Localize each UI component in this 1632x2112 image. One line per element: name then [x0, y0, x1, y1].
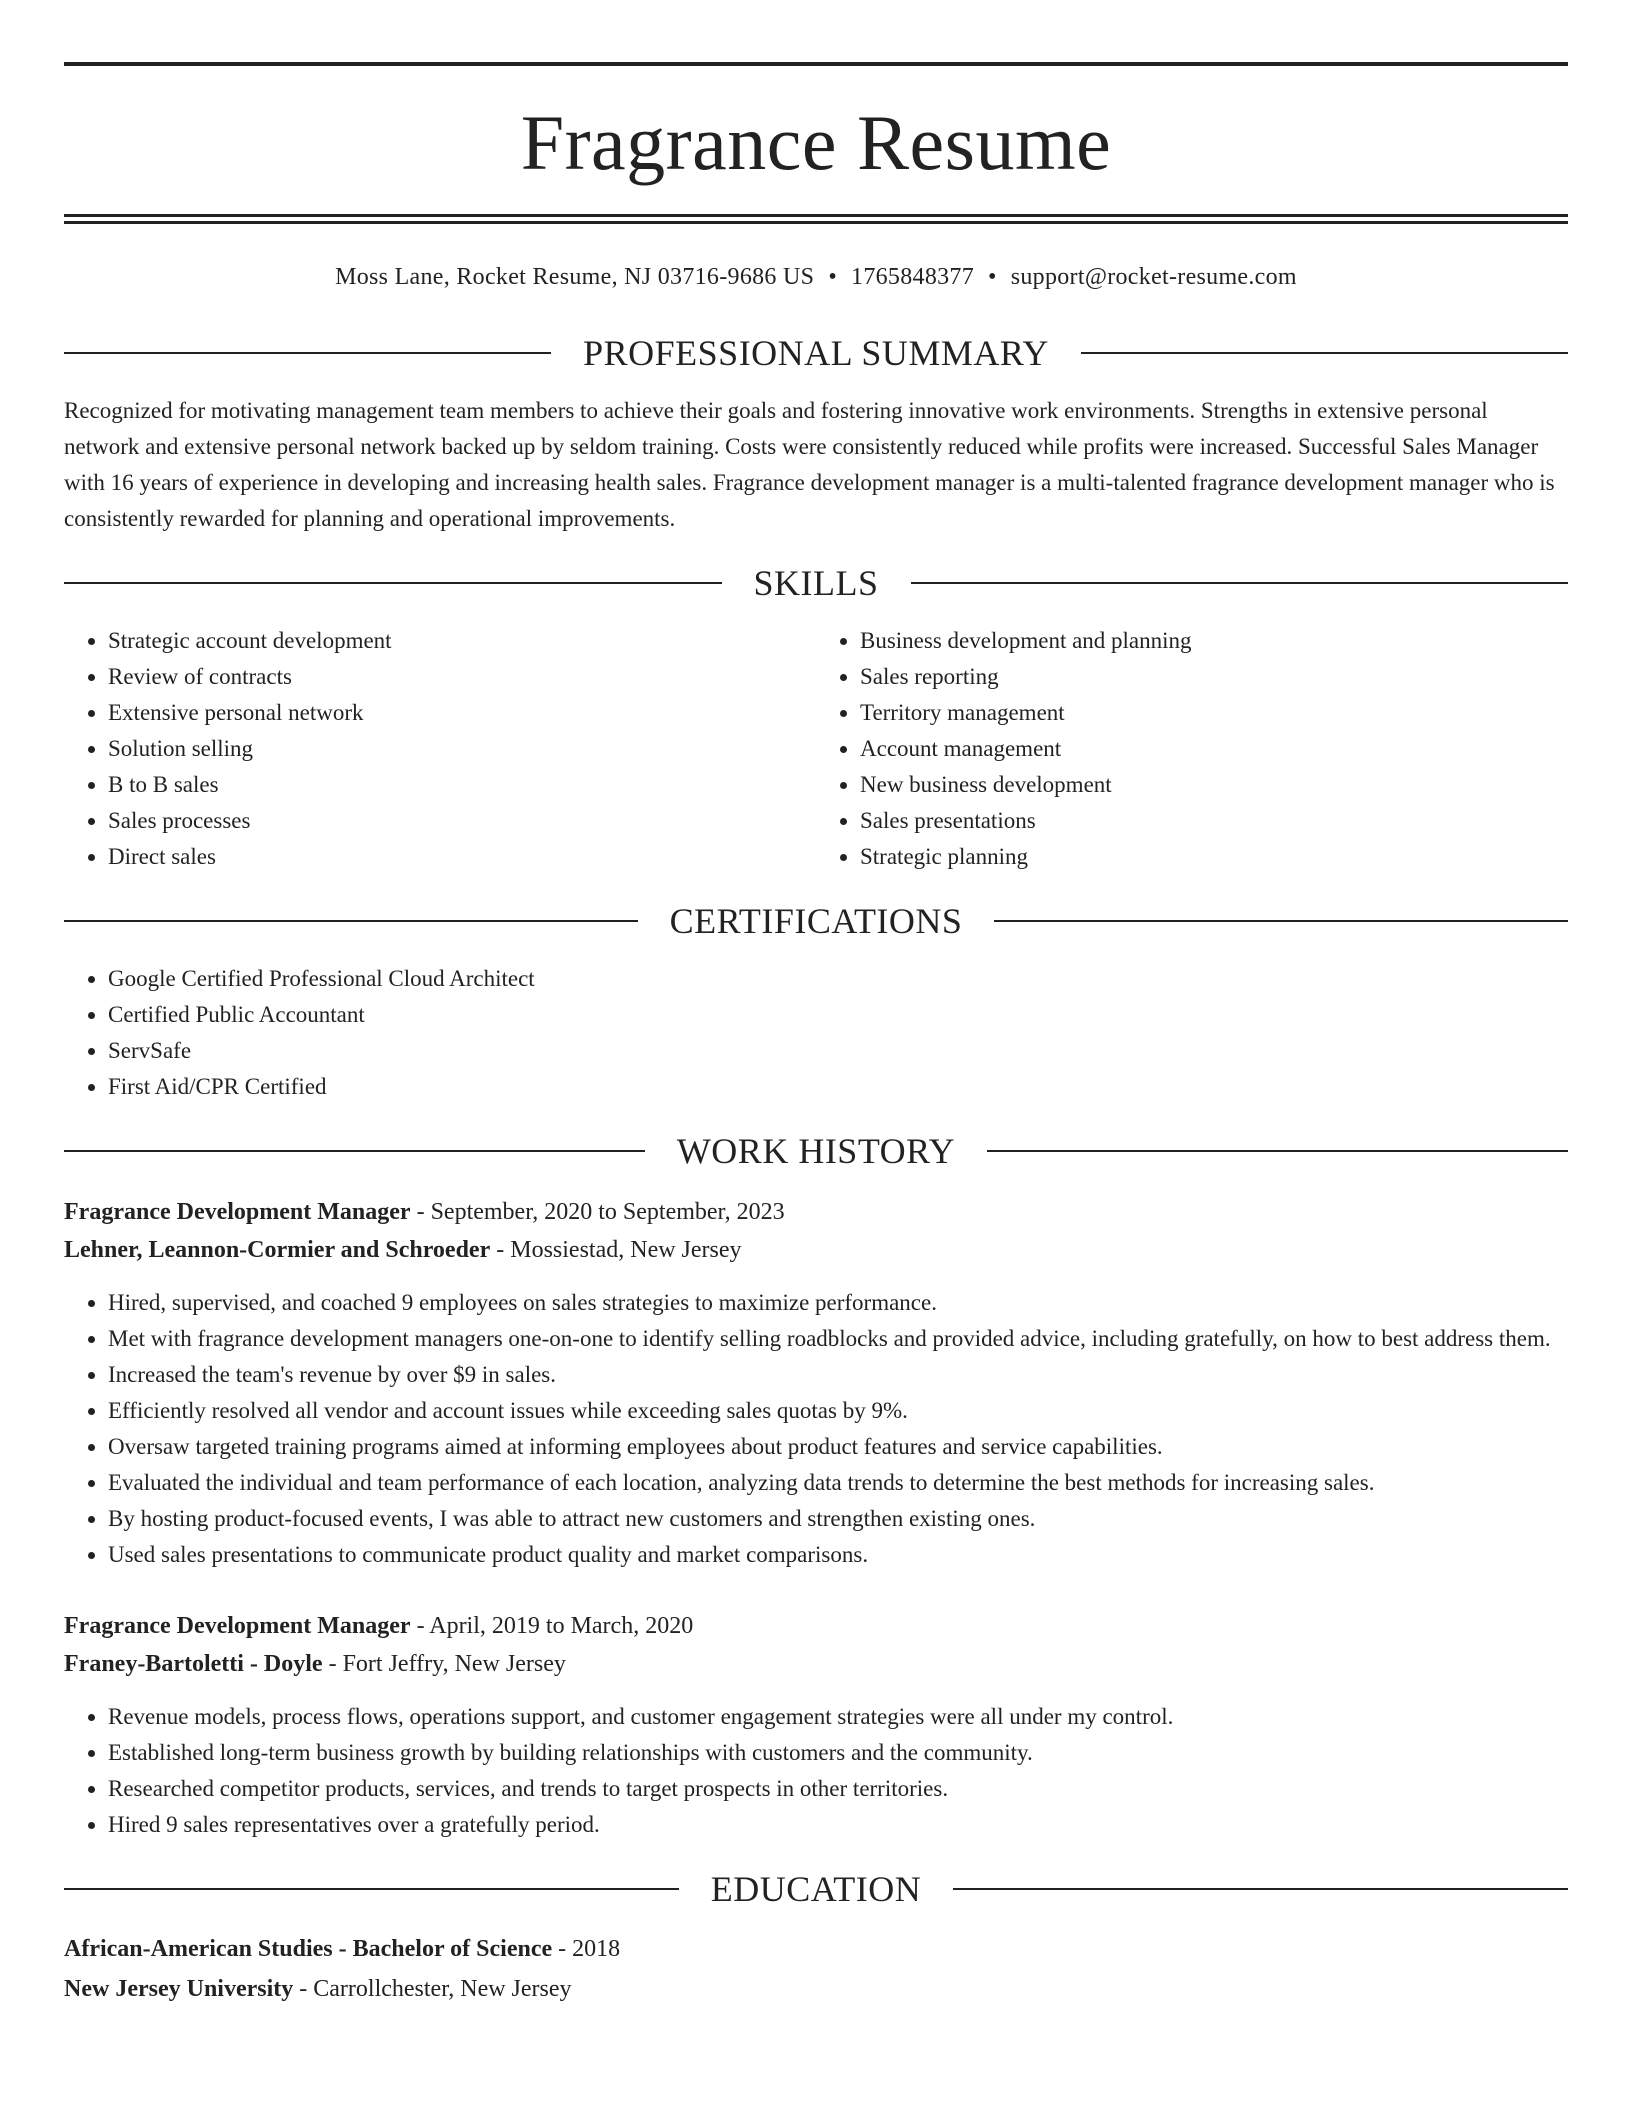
dash: -	[293, 1976, 314, 2002]
top-rule	[64, 62, 1568, 66]
resume-title: Fragrance Resume	[520, 99, 1112, 186]
section-work-label: WORK HISTORY	[676, 1131, 956, 1171]
skills-column-right	[816, 623, 1568, 875]
certification-item: • Certified Public Accountant	[108, 997, 1568, 1033]
dash: -	[322, 1651, 343, 1677]
job-entry	[64, 1193, 1568, 1573]
job-company: Lehner, Leannon-Cormier and Schroeder	[64, 1237, 491, 1263]
dash: -	[410, 1613, 430, 1639]
skill-item: • Extensive personal network	[108, 695, 816, 731]
job-dates: April, 2019 to March, 2020	[429, 1613, 694, 1639]
dash: -	[410, 1199, 431, 1225]
certification-item: • First Aid/CPR Certified	[108, 1069, 1568, 1105]
job-dates: September, 2020 to September, 2023	[430, 1199, 785, 1225]
education-entry	[64, 1929, 1568, 2009]
job-company: Franey-Bartoletti - Doyle	[64, 1651, 323, 1677]
section-skills-heading	[64, 565, 1568, 601]
skill-item: • Business development and planning	[860, 623, 1568, 659]
skill-item: • Strategic account development	[108, 623, 816, 659]
education-school: New Jersey University	[64, 1976, 294, 2002]
job-bullet: • Established long-term business growth by building relationships with customers and the community.	[108, 1735, 1568, 1771]
education-year: 2018	[572, 1936, 621, 1962]
certification-item: • Google Certified Professional Cloud Architect	[108, 961, 1568, 997]
summary-text: Recognized for motivating management team members to achieve their goals and fostering innovative work environments. Strengths in extensive personal network and extensive personal network backed up by seldom training. Costs were consistently reduced while profits were increased. Successful Sales Manager with 16 years of experience in developing and increasing health sales. Fragrance development manager is a multi-talented fragrance development manager who is consistently rewarded for planning and operational improvements.	[64, 398, 1555, 531]
job-bullets	[64, 1285, 1568, 1573]
skill-item: • Sales presentations	[860, 803, 1568, 839]
skills-column-left	[64, 623, 816, 875]
job-company-line	[64, 1231, 1568, 1269]
heading-rule	[64, 582, 722, 584]
section-certifications-heading	[64, 903, 1568, 939]
section-education-label: EDUCATION	[710, 1869, 922, 1909]
job-bullet: • Met with fragrance development managers one-on-one to identify selling roadblocks and provided advice, including gratefully, on how to best address them.	[108, 1321, 1568, 1357]
job-title: Fragrance Development Manager	[64, 1199, 411, 1225]
heading-rule	[987, 1150, 1568, 1152]
skill-item: • Solution selling	[108, 731, 816, 767]
heading-rule	[64, 1888, 679, 1890]
skills-grid	[64, 623, 1568, 875]
job-title-line	[64, 1193, 1568, 1231]
job-bullet: • Oversaw targeted training programs aimed at informing employees about product features and service capabilities.	[108, 1429, 1568, 1465]
job-location: Mossiestad, New Jersey	[510, 1237, 742, 1263]
job-bullet: • Used sales presentations to communicate product quality and market comparisons.	[108, 1537, 1568, 1573]
heading-rule	[911, 582, 1569, 584]
education-degree-line	[64, 1929, 1568, 1969]
contact-line	[64, 264, 1568, 291]
skill-item: • Review of contracts	[108, 659, 816, 695]
section-summary-heading	[64, 335, 1568, 371]
heading-rule	[64, 920, 638, 922]
job-title-line	[64, 1607, 1568, 1645]
section-education-heading	[64, 1871, 1568, 1907]
job-bullets	[64, 1699, 1568, 1843]
certifications-list	[64, 961, 1568, 1105]
job-bullet: • Evaluated the individual and team performance of each location, analyzing data trends to determine the best methods for increasing sales.	[108, 1465, 1568, 1501]
education-school-line	[64, 1969, 1568, 2009]
heading-rule	[1081, 352, 1568, 354]
skill-item: • New business development	[860, 767, 1568, 803]
section-work-heading	[64, 1133, 1568, 1169]
section-skills-label: SKILLS	[753, 563, 879, 603]
skills-list-left	[64, 623, 816, 875]
heading-rule	[64, 1150, 645, 1152]
job-bullet: • By hosting product-focused events, I was able to attract new customers and strengthen existing ones.	[108, 1501, 1568, 1537]
job-bullet: • Hired 9 sales representatives over a gratefully period.	[108, 1807, 1568, 1843]
skill-item: • Sales processes	[108, 803, 816, 839]
job-bullet: • Efficiently resolved all vendor and account issues while exceeding sales quotas by 9%.	[108, 1393, 1568, 1429]
dash: -	[552, 1936, 573, 1962]
contact-separator: •	[828, 264, 838, 290]
job-bullet: • Increased the team's revenue by over $9 in sales.	[108, 1357, 1568, 1393]
contact-phone: 1765848377	[851, 264, 975, 290]
contact-separator: •	[988, 264, 997, 290]
certification-item: • ServSafe	[108, 1033, 1568, 1069]
skills-list-right	[816, 623, 1568, 875]
contact-email: support@rocket-resume.com	[1010, 264, 1297, 290]
skill-item: • B to B sales	[108, 767, 816, 803]
section-summary-label: PROFESSIONAL SUMMARY	[583, 333, 1049, 373]
skill-item: • Direct sales	[108, 839, 816, 875]
job-bullet: • Researched competitor products, services, and trends to target prospects in other territories.	[108, 1771, 1568, 1807]
skill-item: • Territory management	[860, 695, 1568, 731]
dash: -	[490, 1237, 511, 1263]
heading-rule	[64, 352, 551, 354]
job-entry	[64, 1607, 1568, 1843]
title-double-rule	[64, 214, 1568, 224]
section-certifications-label: CERTIFICATIONS	[669, 901, 963, 941]
heading-rule	[994, 920, 1568, 922]
job-location: Fort Jeffry, New Jersey	[342, 1651, 566, 1677]
job-bullet: • Revenue models, process flows, operations support, and customer engagement strategies were all under my control.	[108, 1699, 1568, 1735]
education-location: Carrollchester, New Jersey	[313, 1976, 572, 2002]
education-degree: African-American Studies - Bachelor of Science	[64, 1936, 553, 1962]
contact-address: Moss Lane, Rocket Resume, NJ 03716-9686 US	[335, 264, 815, 290]
job-company-line	[64, 1645, 1568, 1683]
skill-item: • Strategic planning	[860, 839, 1568, 875]
skill-item: • Sales reporting	[860, 659, 1568, 695]
skill-item: • Account management	[860, 731, 1568, 767]
job-bullet: • Hired, supervised, and coached 9 employees on sales strategies to maximize performance.	[108, 1285, 1568, 1321]
heading-rule	[953, 1888, 1568, 1890]
job-title: Fragrance Development Manager	[64, 1613, 411, 1639]
